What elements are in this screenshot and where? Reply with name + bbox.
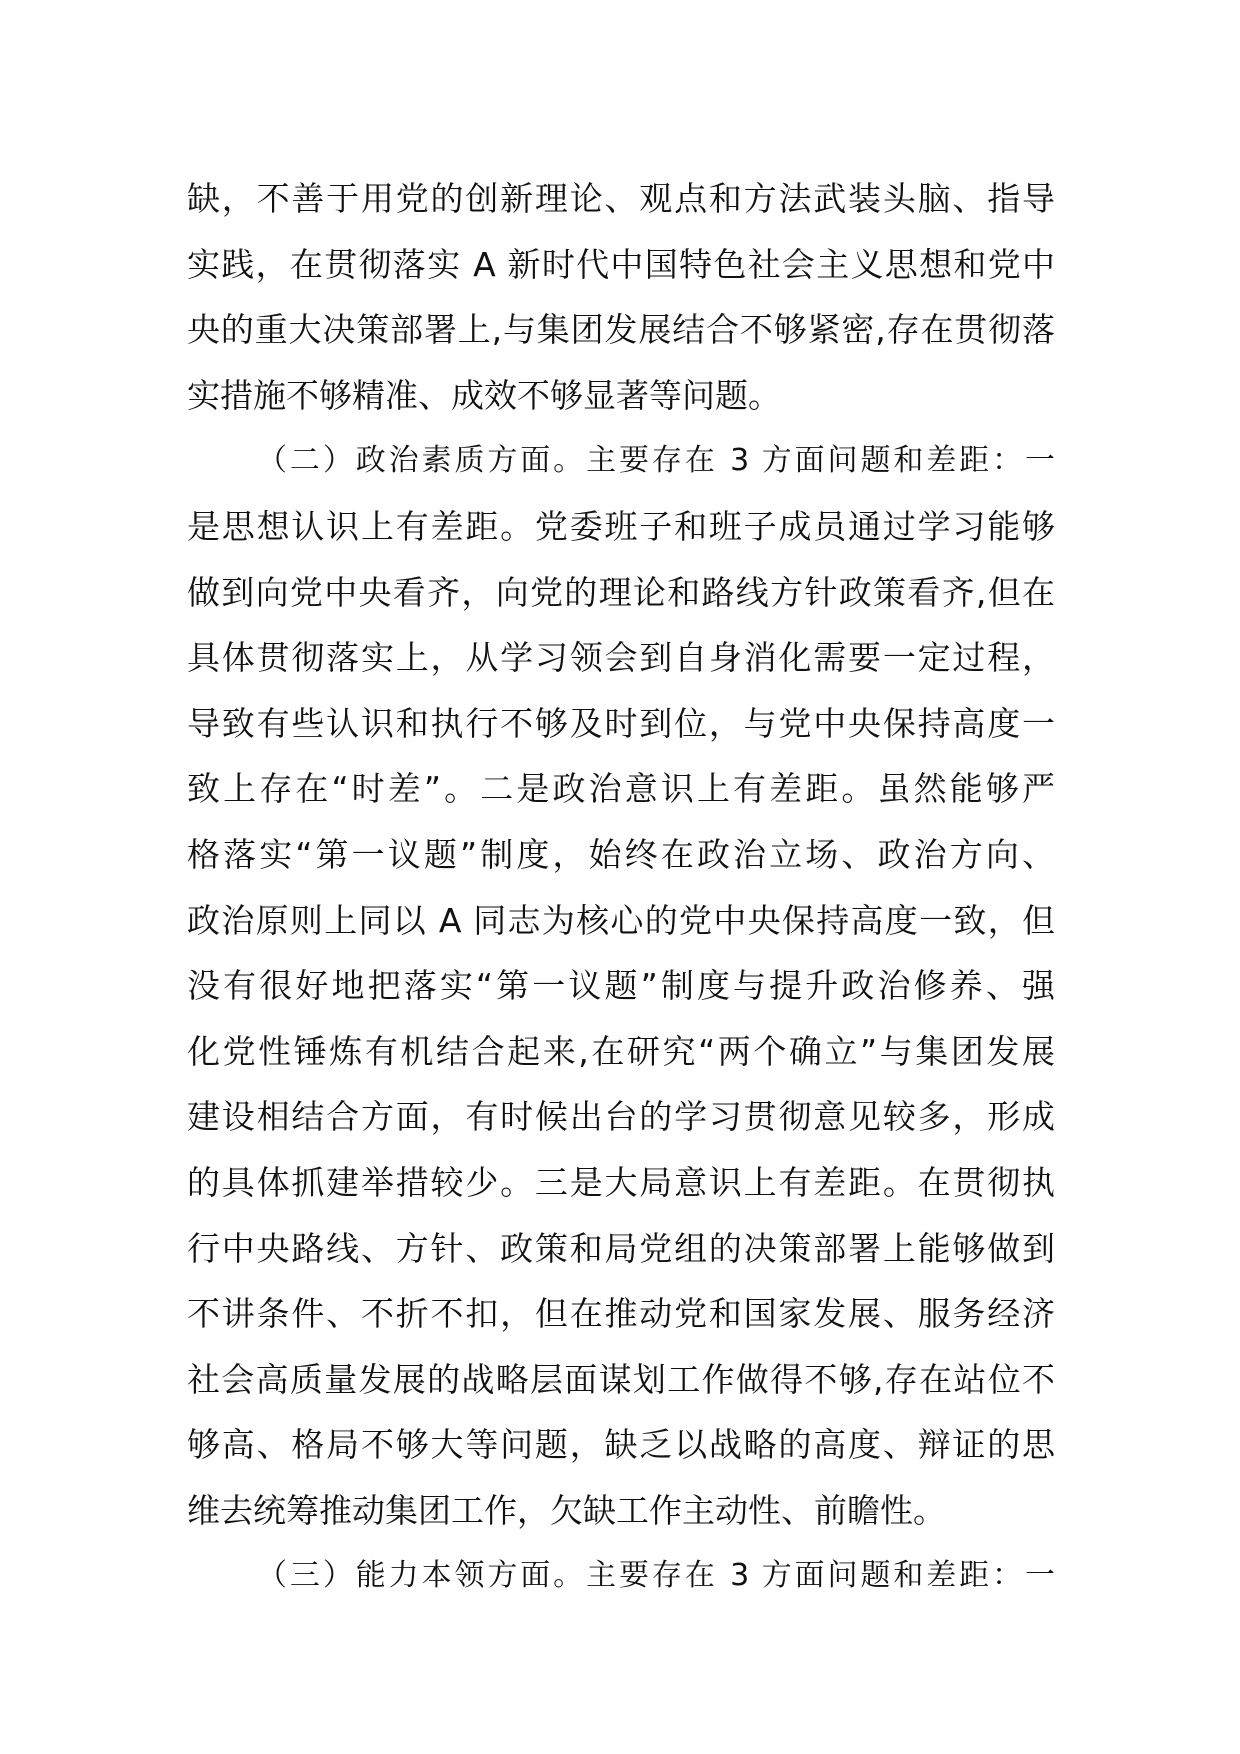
text-line: 政治原则上同以 A 同志为核心的党中央保持高度一致，但 xyxy=(187,900,1055,940)
text-line: 没有很好地把落实“第一议题”制度与提升政治修养、强 xyxy=(187,966,1055,1006)
text-line: 导致有些认识和执行不够及时到位，与党中央保持高度一 xyxy=(187,703,1055,743)
text-line: 化党性锤炼有机结合起来,在研究“两个确立”与集团发展 xyxy=(187,1031,1055,1071)
text-line: 格落实“第一议题”制度，始终在政治立场、政治方向、 xyxy=(187,834,1055,874)
text-line: 社会高质量发展的战略层面谋划工作做得不够,存在站位不 xyxy=(187,1359,1055,1399)
text-line: 实措施不够精准、成效不够显著等问题。 xyxy=(187,375,781,415)
text-line: 行中央路线、方针、政策和局党组的决策部署上能够做到 xyxy=(187,1228,1055,1268)
text-line: （二）政治素质方面。主要存在 3 方面问题和差距：一 xyxy=(257,443,1055,479)
text-line: 致上存在“时差”。二是政治意识上有差距。虽然能够严 xyxy=(187,769,1055,809)
text-line: 的具体抓建举措较少。三是大局意识上有差距。在贯彻执 xyxy=(187,1162,1055,1202)
text-line: 建设相结合方面，有时候出台的学习贯彻意见较多，形成 xyxy=(187,1097,1055,1137)
text-line: 缺，不善于用党的创新理论、观点和方法武装头脑、指导 xyxy=(187,179,1055,218)
text-line: 具体贯彻落实上，从学习领会到自身消化需要一定过程， xyxy=(187,638,1055,678)
text-line: 做到向党中央看齐，向党的理论和路线方针政策看齐,但在 xyxy=(187,572,1055,612)
text-line: 央的重大决策部署上,与集团发展结合不够紧密,存在贯彻落 xyxy=(187,310,1055,350)
text-line: 维去统筹推动集团工作，欠缺工作主动性、前瞻性。 xyxy=(187,1490,946,1530)
text-line: 够高、格局不够大等问题，缺乏以战略的高度、辩证的思 xyxy=(187,1425,1055,1465)
text-line: （三）能力本领方面。主要存在 3 方面问题和差距：一 xyxy=(257,1558,1055,1594)
document-body xyxy=(187,166,1055,1609)
text-line: 是思想认识上有差距。党委班子和班子成员通过学习能够 xyxy=(187,506,1055,546)
text-line: 实践，在贯彻落实 A 新时代中国特色社会主义思想和党中 xyxy=(187,244,1055,284)
text-line: 不讲条件、不折不扣，但在推动党和国家发展、服务经济 xyxy=(187,1294,1055,1334)
